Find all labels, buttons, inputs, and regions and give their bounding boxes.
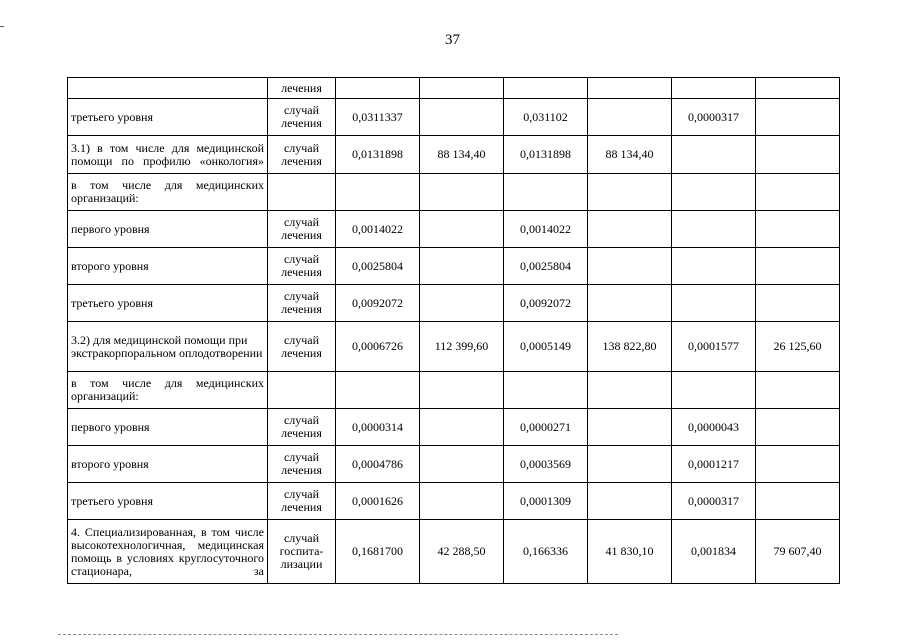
row-value: 0,0004786 <box>336 446 420 483</box>
row-name: 3.1) в том числе для медицинской помощи по профилю «онкология» <box>68 136 268 174</box>
row-value: 138 822,80 <box>588 322 672 372</box>
row-name: в том числе для медицинских организаций: <box>68 372 268 409</box>
row-value: 0,0092072 <box>504 285 588 322</box>
row-unit: случай лечения <box>268 285 336 322</box>
row-value <box>420 409 504 446</box>
row-value <box>588 372 672 409</box>
row-name: третьего уровня <box>68 483 268 520</box>
data-table <box>67 77 840 584</box>
table-row <box>68 322 840 372</box>
row-value: 0,0001577 <box>672 322 756 372</box>
row-unit <box>268 174 336 211</box>
row-value: 88 134,40 <box>588 136 672 174</box>
row-name: второго уровня <box>68 446 268 483</box>
row-value <box>420 483 504 520</box>
row-value: 0,0014022 <box>336 211 420 248</box>
table-row <box>68 78 840 99</box>
row-value: 0,0131898 <box>504 136 588 174</box>
row-name: третьего уровня <box>68 285 268 322</box>
table-row <box>68 372 840 409</box>
row-value: 0,0000317 <box>672 99 756 136</box>
row-name: первого уровня <box>68 211 268 248</box>
row-value <box>756 248 840 285</box>
row-value: 0,0001309 <box>504 483 588 520</box>
row-unit: случай лечения <box>268 136 336 174</box>
row-value: 0,0003569 <box>504 446 588 483</box>
table-row <box>68 136 840 174</box>
row-value: 0,0006726 <box>336 322 420 372</box>
row-unit: случай лечения <box>268 322 336 372</box>
scan-mark <box>0 26 4 27</box>
row-value: 42 288,50 <box>420 520 504 584</box>
row-value <box>672 136 756 174</box>
row-value <box>756 174 840 211</box>
row-value: 0,166336 <box>504 520 588 584</box>
row-unit: случай госпита-лизации <box>268 520 336 584</box>
table-row <box>68 285 840 322</box>
row-value <box>504 372 588 409</box>
row-value <box>756 136 840 174</box>
row-value: 0,0025804 <box>336 248 420 285</box>
table-row <box>68 99 840 136</box>
row-name: первого уровня <box>68 409 268 446</box>
table-row <box>68 520 840 584</box>
row-value: 0,0001217 <box>672 446 756 483</box>
table-row <box>68 483 840 520</box>
row-value <box>756 446 840 483</box>
page-number: 37 <box>445 32 460 48</box>
row-value: 0,1681700 <box>336 520 420 584</box>
row-name: второго уровня <box>68 248 268 285</box>
row-unit: случай лечения <box>268 248 336 285</box>
row-value <box>588 78 672 99</box>
row-value <box>420 372 504 409</box>
row-value <box>420 211 504 248</box>
row-value <box>588 248 672 285</box>
row-value: 88 134,40 <box>420 136 504 174</box>
row-unit: случай лечения <box>268 446 336 483</box>
row-value <box>672 174 756 211</box>
row-value <box>588 483 672 520</box>
row-value <box>588 174 672 211</box>
table-row <box>68 174 840 211</box>
row-value <box>420 99 504 136</box>
row-unit: случай лечения <box>268 409 336 446</box>
row-value <box>756 99 840 136</box>
row-value <box>588 446 672 483</box>
row-value <box>672 78 756 99</box>
row-value <box>756 409 840 446</box>
row-value: 0,0001626 <box>336 483 420 520</box>
row-value <box>588 409 672 446</box>
row-name: 3.2) для медицинской помощи при экстракорпоральном оплодотворении <box>68 322 268 372</box>
table-row <box>68 248 840 285</box>
row-value: 0,0092072 <box>336 285 420 322</box>
row-value: 0,001834 <box>672 520 756 584</box>
row-value <box>756 285 840 322</box>
row-value <box>588 285 672 322</box>
row-value <box>672 211 756 248</box>
row-value <box>336 372 420 409</box>
row-value <box>504 78 588 99</box>
row-value: 0,0000317 <box>672 483 756 520</box>
row-value: 0,0025804 <box>504 248 588 285</box>
row-value <box>672 285 756 322</box>
row-unit: лечения <box>268 78 336 99</box>
row-value <box>756 372 840 409</box>
row-value: 0,0000043 <box>672 409 756 446</box>
row-value <box>336 78 420 99</box>
row-value <box>420 446 504 483</box>
table-row <box>68 211 840 248</box>
row-value: 0,0000271 <box>504 409 588 446</box>
row-value: 0,0131898 <box>336 136 420 174</box>
row-value: 0,0000314 <box>336 409 420 446</box>
row-value <box>756 78 840 99</box>
row-value <box>756 483 840 520</box>
row-value <box>588 99 672 136</box>
row-value <box>672 248 756 285</box>
row-name: третьего уровня <box>68 99 268 136</box>
row-value: 0,0005149 <box>504 322 588 372</box>
row-value <box>420 78 504 99</box>
row-value: 0,0311337 <box>336 99 420 136</box>
row-value <box>420 248 504 285</box>
row-value <box>588 211 672 248</box>
row-value: 41 830,10 <box>588 520 672 584</box>
row-unit <box>268 372 336 409</box>
row-value <box>420 285 504 322</box>
row-value <box>336 174 420 211</box>
row-value: 0,0014022 <box>504 211 588 248</box>
scan-artifact-line <box>58 634 618 636</box>
row-value: 112 399,60 <box>420 322 504 372</box>
row-value <box>504 174 588 211</box>
table-row <box>68 409 840 446</box>
row-unit: случай лечения <box>268 211 336 248</box>
table-row <box>68 446 840 483</box>
row-unit: случай лечения <box>268 483 336 520</box>
row-name: в том числе для медицинских организаций: <box>68 174 268 211</box>
row-unit: случай лечения <box>268 99 336 136</box>
row-value <box>420 174 504 211</box>
row-name <box>68 78 268 99</box>
row-value <box>672 372 756 409</box>
row-name: 4. Специализированная, в том числе высокотехнологичная, медицинская помощь в условиях круглосуточного стационара, за <box>68 520 268 584</box>
row-value: 26 125,60 <box>756 322 840 372</box>
row-value: 79 607,40 <box>756 520 840 584</box>
row-value: 0,031102 <box>504 99 588 136</box>
row-value <box>756 211 840 248</box>
